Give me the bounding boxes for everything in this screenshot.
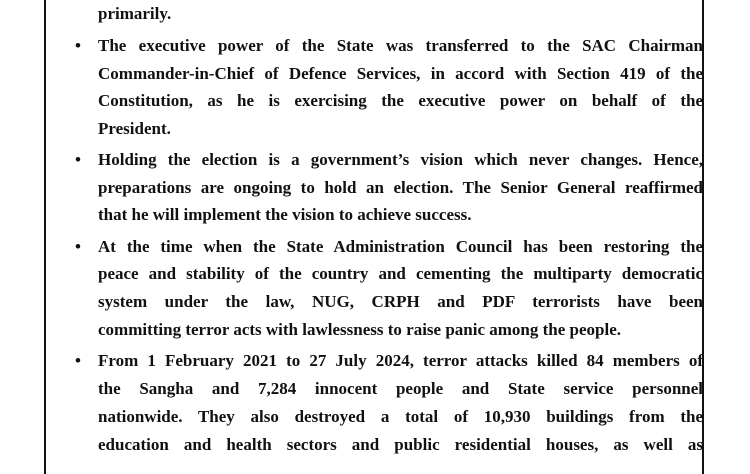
bullet-2-line-2: preparations are ongoing to hold an election. The Senior General reaffirmed — [98, 178, 703, 197]
bullet-marker: • — [75, 150, 81, 169]
paragraph-continuation-line: primarily. — [98, 4, 172, 23]
bullet-1-line-1: The executive power of the State was transferred to the SAC Chairman — [98, 36, 703, 55]
bullet-4-line-4: education and health sectors and public residential houses, as well as — [98, 435, 703, 454]
bullet-1-line-4: President. — [98, 119, 171, 138]
bullet-3-line-4: committing terror acts with lawlessness to raise panic among the people. — [98, 320, 622, 339]
bullet-4-line-3: nationwide. They also destroyed a total of 10,930 buildings from the — [98, 407, 703, 426]
bullet-4-line-1: From 1 February 2021 to 27 July 2024, terror attacks killed 84 members of — [98, 351, 703, 370]
bullet-marker: • — [75, 237, 81, 256]
bullet-marker: • — [75, 36, 81, 55]
bullet-3-line-2: peace and stability of the country and cementing the multiparty democratic — [98, 264, 703, 283]
bullet-1-line-2: Commander-in-Chief of Defence Services, in accord with Section 419 of the — [98, 64, 703, 83]
bullet-4-line-2: the Sangha and 7,284 innocent people and State service personnel — [98, 379, 703, 398]
bullet-marker: • — [75, 351, 81, 370]
bullet-3-line-3: system under the law, NUG, CRPH and PDF terrorists have been — [98, 292, 703, 311]
bullet-2-line-3: that he will implement the vision to achieve success. — [98, 205, 472, 224]
bullet-1-line-3: Constitution, as he is exercising the executive power on behalf of the — [98, 91, 703, 110]
bullet-2-line-1: Holding the election is a government’s vision which never changes. Hence, — [98, 150, 703, 169]
bullet-3-line-1: At the time when the State Administration Council has been restoring the — [98, 237, 703, 256]
